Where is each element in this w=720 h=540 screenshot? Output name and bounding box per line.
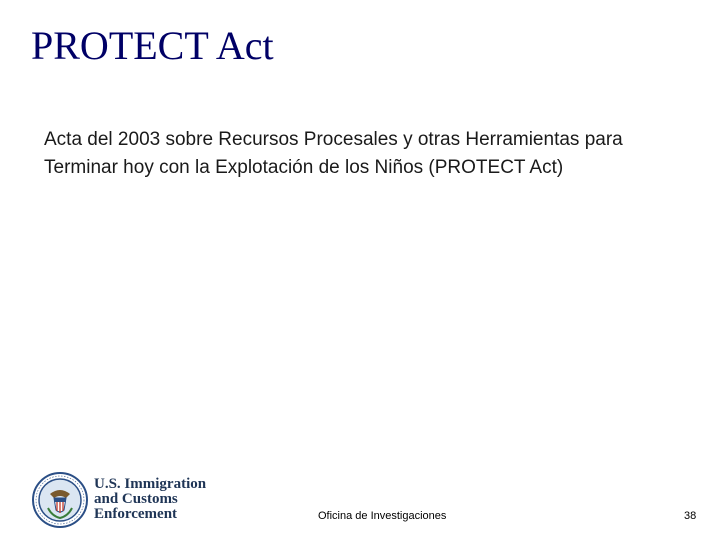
slide-title: PROTECT Act	[31, 23, 274, 68]
agency-name-line1: U.S. Immigration	[94, 476, 207, 492]
page-number: 38	[684, 510, 697, 522]
agency-name	[94, 477, 206, 522]
dhs-seal-icon	[32, 472, 88, 528]
agency-name-line3: Enforcement	[94, 506, 178, 522]
agency-name-line2: and Customs	[94, 491, 178, 507]
slide-footer: Oficina de Investigaciones	[318, 510, 447, 522]
slide-body-text: Acta del 2003 sobre Recursos Procesales y otras Herramientas para Terminar hoy con la Explotación de los Niños (PROTECT Act)	[44, 129, 623, 178]
agency-logo	[32, 472, 222, 530]
